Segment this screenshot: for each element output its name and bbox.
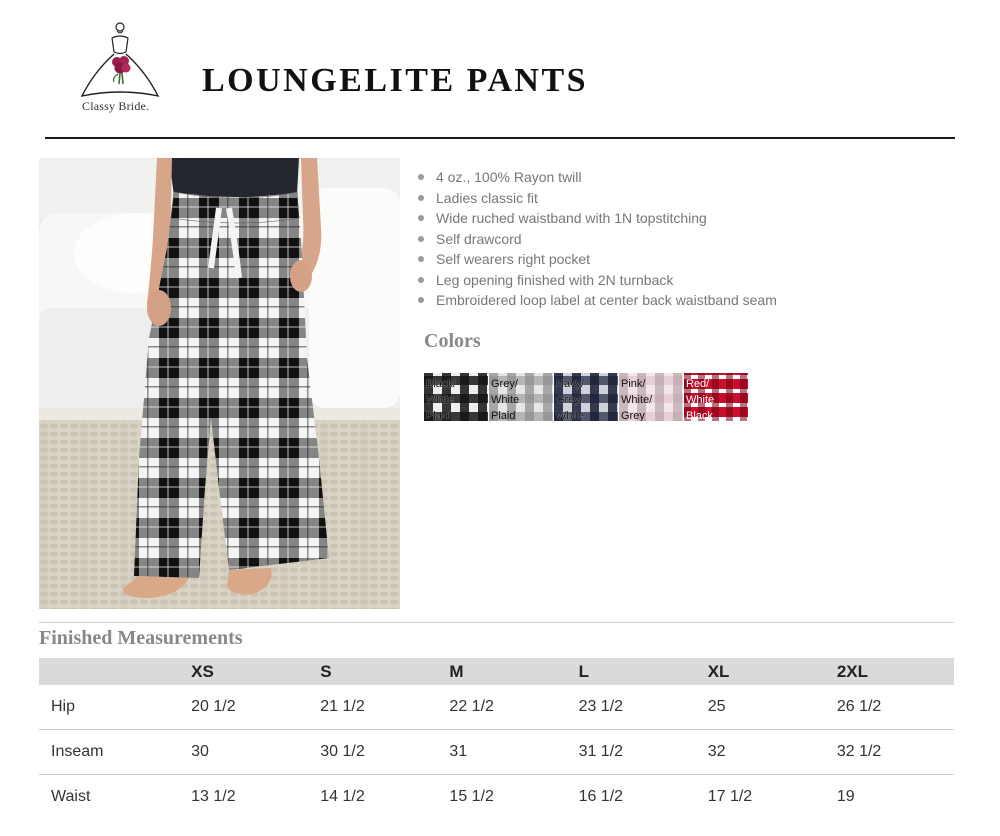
logo-text: Classy Bride.: [82, 99, 150, 113]
table-cell: 30: [179, 730, 308, 775]
swatch-grey-white-plaid[interactable]: [489, 373, 553, 421]
colors-heading: Colors: [424, 330, 481, 352]
feature-text: Self wearers right pocket: [436, 251, 591, 267]
bullet-icon: [418, 174, 424, 180]
table-cell: 32: [696, 730, 825, 775]
header-divider: [45, 137, 955, 139]
table-cell: 32 1/2: [825, 730, 954, 775]
column-header: S: [308, 658, 437, 685]
table-cell: 31 1/2: [567, 730, 696, 775]
table-cell: 14 1/2: [320, 787, 365, 805]
row-label: Waist: [51, 787, 91, 805]
model-wearing-plaid-pants-image: [39, 158, 400, 609]
swatch-black-white-plaid[interactable]: [424, 373, 488, 421]
row-label: Hip: [39, 685, 179, 730]
feature-item: [418, 189, 777, 210]
product-photo: [39, 158, 400, 609]
swatch-label: Navy/ Grey/ White: [556, 378, 585, 421]
column-header: L: [567, 658, 696, 685]
table-header-row: [39, 658, 954, 685]
table-cell: 16 1/2: [578, 787, 624, 805]
swatch-label: Black/ White Plaid: [426, 378, 456, 421]
measurements-divider: [39, 622, 954, 623]
bullet-icon: [418, 195, 424, 201]
swatch-label: Red/ White Black: [686, 378, 715, 421]
table-cell: 31: [437, 730, 566, 775]
table-cell: 19: [836, 787, 855, 805]
row-label: Inseam: [39, 730, 179, 775]
table-cell: 30 1/2: [308, 730, 437, 775]
feature-item: [418, 168, 777, 189]
bride-dress-icon: [76, 22, 168, 102]
feature-text: Self drawcord: [436, 230, 522, 247]
table-row: [39, 774, 954, 819]
brand-logo: [76, 22, 168, 122]
table-cell: 26 1/2: [825, 685, 954, 730]
column-header: XS: [179, 658, 308, 685]
bullet-icon: [418, 215, 424, 221]
swatch-label: Pink/ White/ Grey: [621, 378, 653, 421]
column-header: 2XL: [825, 658, 954, 685]
column-header: XL: [696, 658, 825, 685]
table-cell: 23 1/2: [567, 685, 696, 730]
swatch-pink-white-grey[interactable]: [619, 373, 683, 421]
table-cell: 20 1/2: [179, 685, 308, 730]
table-row: [39, 685, 954, 730]
feature-text: Embroidered loop label at center back waistband seam: [436, 292, 777, 308]
feature-item: [418, 230, 777, 251]
table-cell: 15 1/2: [449, 787, 494, 805]
bullet-icon: [418, 297, 424, 303]
feature-text: Wide ruched waistband with 1N topstitching: [436, 210, 707, 226]
feature-item: [418, 291, 777, 312]
feature-text: Ladies classic fit: [436, 189, 538, 206]
color-swatches: [424, 373, 749, 421]
feature-list: [418, 168, 777, 312]
table-cell: 13 1/2: [191, 787, 236, 805]
table-row: [39, 730, 954, 775]
feature-text: 4 oz., 100% Rayon twill: [436, 169, 582, 185]
bullet-icon: [418, 256, 424, 262]
bullet-icon: [418, 236, 424, 242]
measurements-table: [39, 658, 954, 819]
table-cell: 25: [696, 685, 825, 730]
column-header: M: [437, 658, 566, 685]
table-cell: 22 1/2: [437, 685, 566, 730]
measurements-heading: Finished Measurements: [39, 627, 243, 649]
swatch-navy-grey-white[interactable]: [554, 373, 618, 421]
feature-text: Leg opening finished with 2N turnback: [436, 271, 674, 288]
bullet-icon: [418, 277, 424, 283]
table-cell: 21 1/2: [308, 685, 437, 730]
swatch-red-white-black[interactable]: [684, 373, 748, 421]
table-cell: 17 1/2: [707, 787, 753, 805]
feature-item: [418, 250, 777, 271]
swatch-label: Grey/ White Plaid: [491, 378, 520, 421]
column-header: [39, 658, 179, 685]
feature-item: [418, 209, 777, 230]
feature-item: [418, 271, 777, 292]
page-title: LOUNGELITE PANTS: [202, 62, 589, 99]
